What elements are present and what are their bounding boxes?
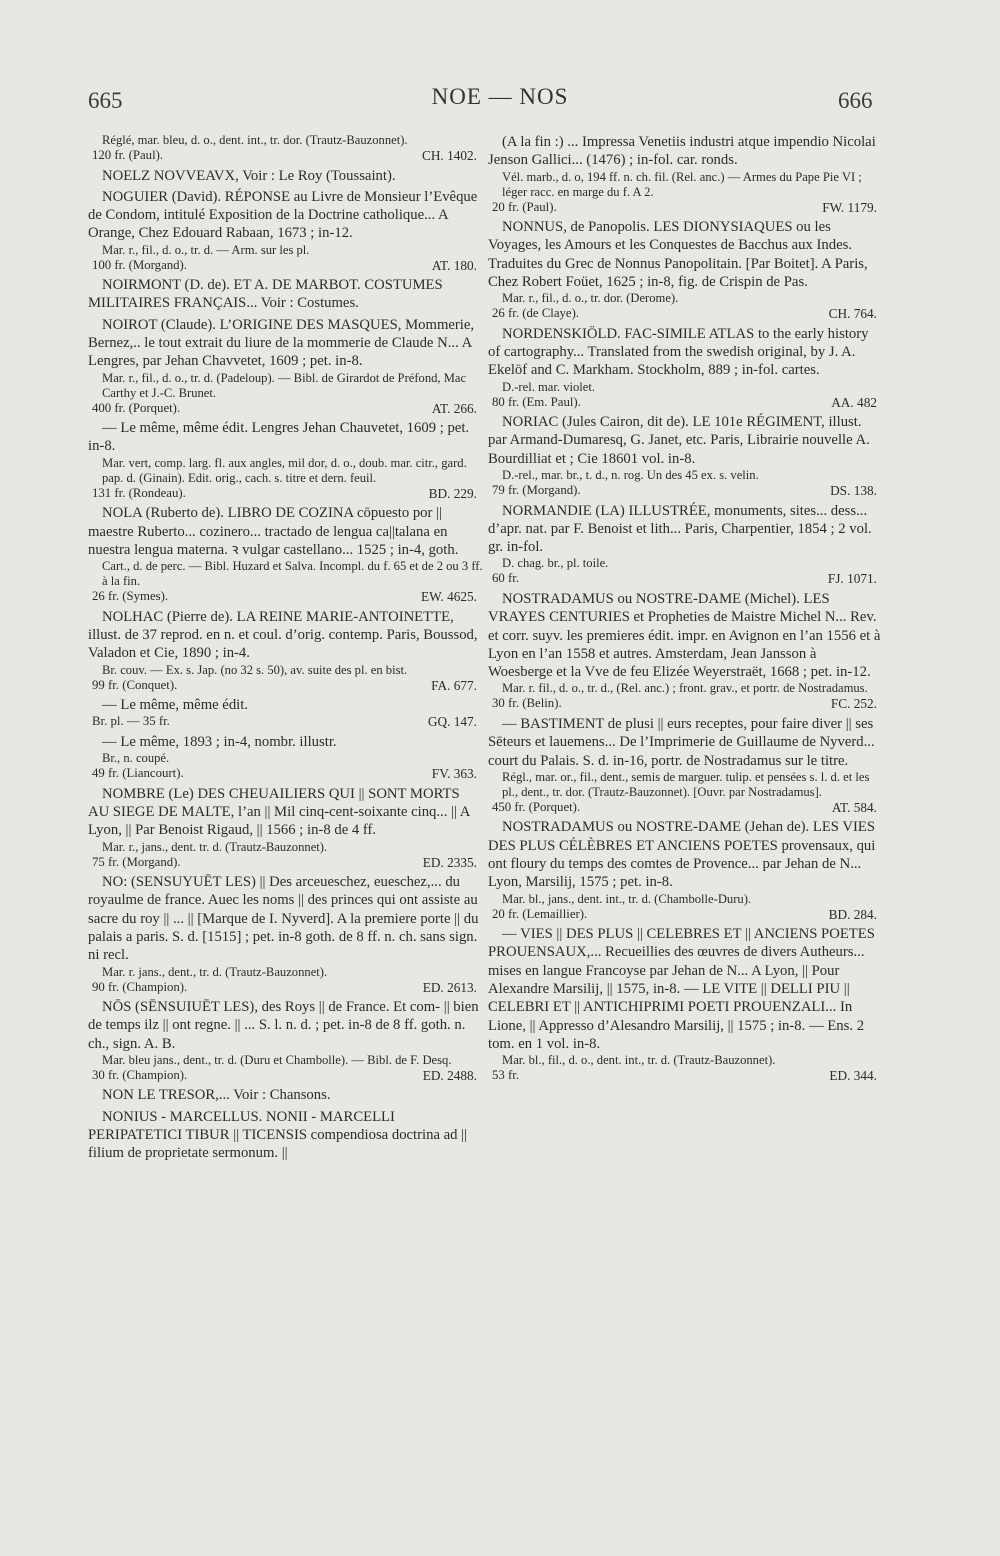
entry-ref: BD. 229. xyxy=(428,485,477,501)
entry-details: D.-rel., mar. br., t. d., n. rog. Un des 45 ex. s. velin. xyxy=(502,468,759,483)
entry-text: NOMBRE (Le) DES CHEUAILIERS QUI || SONT MORTS AU SIEGE DE MALTE, l’an || Mil cinq-cent-soixante cinq... || A Lyon, || Par Benoist Rigaud, || 1566 ; in-8 de 4 ff. xyxy=(88,785,470,839)
entry-details: Régl., mar. or., fil., dent., semis de marguer. tulip. et pensées s. l. d. et les pl., dent., tr. dor. (Trautz-Bauzonnet). [Ouvr. par Nostradamus]. xyxy=(502,769,870,799)
entry-text: NORIAC (Jules Cairon, dit de). LE 101e RÉGIMENT, illust. par Armand-Dumaresq, G. Janet, etc. Paris, Librairie nouvelle A. Bourdilliat et ; Cie 18601 vol. in-8. xyxy=(488,414,870,467)
catalog-entry xyxy=(88,133,483,164)
entry-price: 75 fr. (Morgand). xyxy=(92,854,181,869)
entry-details: Mar. bleu jans., dent., tr. d. (Duru et Chambolle). — Bibl. de F. Desq. xyxy=(102,1052,452,1067)
entry-details: Vél. marb., d. o, 194 ff. n. ch. fil. (Rel. anc.) — Armes du Pape Pie VI ; léger racc. en marge du f. A 2. xyxy=(502,169,862,199)
price-row xyxy=(88,855,483,871)
entry-text: NOSTRADAMUS ou NOSTRE-DAME (Michel). LES VRAYES CENTURIES et Propheties de Maistre Michel N... Rev. et corr. suyv. les premieres édit. impr. en Avignon en l’an 1556 et à Lyon en l’an 1558 et autres. Amsterdam, Jean Jansson à Woesberge et la Vve de feu Elizée Weyerstraët, 1668 ; pet. in-12. xyxy=(488,590,881,681)
price-row xyxy=(488,571,883,587)
catalog-entry xyxy=(88,188,483,273)
entry-price: 131 fr. (Rondeau). xyxy=(92,485,186,500)
entry-ref: GQ. 147. xyxy=(427,714,477,730)
entry-details: Cart., d. de perc. — Bibl. Huzard et Salva. Incompl. du f. 65 et de 2 ou 3 ff. à la fin. xyxy=(102,559,483,589)
entry-ref: AT. 180. xyxy=(431,257,477,273)
left-column xyxy=(88,133,483,1166)
entry-text: NOIROT (Claude). L’ORIGINE DES MASQUES, Mommerie, Bernez,.. le tout extrait du liure de la mommerie de Claude N... A Lengres, par Jehan Chavvetet, 1609 ; pet. in-8. xyxy=(88,316,475,370)
entry-text: (A la fin :) ... Impressa Venetiis industri atque impendio Nicolai Jenson Gallici... (1476) ; in-fol. car. ronds. xyxy=(488,134,876,169)
page-number-right: 666 xyxy=(838,88,873,113)
entry-ref: FW. 1179. xyxy=(822,199,877,215)
price-row xyxy=(88,714,483,730)
price-row xyxy=(488,1068,883,1084)
entry-ref: AT. 266. xyxy=(431,400,477,416)
entry-text: NOGUIER (David). RÉPONSE au Livre de Monsieur l’Evêque de Condom, intitulé Exposition de la Doctrine catholique... A Orange, Chez Edouard Rabaan, 1673 ; in-12. xyxy=(88,188,478,242)
price-row xyxy=(488,696,883,712)
entry-price: 450 fr. (Porquet). xyxy=(492,799,581,814)
entry-text: — VIES || DES PLUS || CELEBRES ET || ANCIENS POETES PROUENSAUX,... Recueillies des œuvres de divers Autheurs... mises en langue Francoyse par Jehan de N... A Lyon, || Pour Alexandre Marsilij, || 1575, in-8. — LE VITE || DELLI PIU || CELEBRI ET || ANTICHIPRIMI POETI PROUENZALI... In Lione, || Appresso d’Alesandro Marsilij, || 1575 ; in-8. — Ens. 2 tom. en 1 vol. in-8. xyxy=(488,926,875,1052)
entry-ref: FA. 677. xyxy=(431,677,477,693)
entry-price: 400 fr. (Porquet). xyxy=(92,400,181,415)
price-row xyxy=(488,395,883,411)
entry-price: 79 fr. (Morgand). xyxy=(492,483,581,498)
entry-details: Mar. r. jans., dent., tr. d. (Trautz-Bauzonnet). xyxy=(102,964,328,979)
catalog-entry xyxy=(88,1086,483,1104)
price-row xyxy=(88,678,483,694)
catalog-entry xyxy=(88,276,483,313)
entry-details: Mar. vert, comp. larg. fl. aux angles, mil dor, d. o., doub. mar. citr., gard. pap. d. (Ginain). Edit. orig., cach. s. titre et dern. feuil. xyxy=(102,455,467,485)
entry-price: 60 fr. xyxy=(492,571,520,586)
entry-text: NO: (SENSUYUĒT LES) || Des arceueschez, eueschez,... du royaulme de france. Auec les noms || des princes qui ont assiste au sacre du roy || ... || [Marque de I. Nyverd]. A la premiere porte || du palais a paris. S. d. [1515] ; pet. in-8 goth. de 8 ff. n. ch. sans sign. ni recl. xyxy=(88,874,479,964)
price-row xyxy=(88,980,483,996)
entry-ref: ED. 2613. xyxy=(422,979,477,995)
entry-price: 26 fr. (de Claye). xyxy=(492,306,580,321)
entry-text: NORDENSKIÖLD. FAC-SIMILE ATLAS to the early history of cartography... Translated from the swedish original, by J. A. Ekelöf and C. Markham. Stockholm, 889 ; in-fol. cartes. xyxy=(488,325,869,379)
entry-price: 26 fr. (Symes). xyxy=(92,589,169,604)
entry-text: — BASTIMENT de plusi || eurs receptes, pour faire diver || ses Sēteurs et lauemens... De l’Imprimerie de Guillaume de Nyverd... court du Palais. S. d. in-16, portr. de Nostradamus sur le titre. xyxy=(488,715,875,769)
price-row xyxy=(88,486,483,502)
entry-details: D. chag. br., pl. toile. xyxy=(502,556,609,571)
price-row xyxy=(488,800,883,816)
entry-text: NOSTRADAMUS ou NOSTRE-DAME (Jehan de). LES VIES DES PLUS CÉLÈBRES ET ANCIENS POETES provensaux, qui ont floury du temps des comtes de Provence... par Jehan de N... Lyon, Marsilij, 1575 ; pet. in-8. xyxy=(488,819,876,891)
price-row xyxy=(488,200,883,216)
price-row xyxy=(88,401,483,417)
entry-ref: FV. 363. xyxy=(431,766,477,782)
entry-text: NONNUS, de Panopolis. LES DIONYSIAQUES ou les Voyages, les Amours et les Conquestes de Bacchus aux Indes. Traduites du Grec de Nonnus Panopolitain. [Par Boitet]. A Paris, Chez Robert Foüet, 1625 ; in-8, fig. de Crispin de Pas. xyxy=(488,219,868,290)
entry-text: — Le même, même édit. Lengres Jehan Chauvetet, 1609 ; pet. in-8. xyxy=(88,420,470,455)
entry-text: — Le même, même édit. xyxy=(102,697,249,714)
entry-price: 49 fr. (Liancourt). xyxy=(92,766,184,781)
entry-ref: CH. 1402. xyxy=(421,148,477,163)
entry-details: Mar. r., fil., d. o., tr. dor. (Derome). xyxy=(502,291,679,306)
catalog-entry xyxy=(488,925,883,1084)
entry-text: NOLA (Ruberto de). LIBRO DE COZINA cōpuesto por || maestre Ruberto... cozinero... tractado de lengua ca||talana en nuestra lengua materna. ꝛ vulgar castellano... 1525 ; in-4, goth. xyxy=(88,505,459,558)
entry-details: Mar. r., jans., dent. tr. d. (Trautz-Bauzonnet). xyxy=(102,839,328,854)
entry-text: NORMANDIE (LA) ILLUSTRÉE, monuments, sites... dess... d’apr. nat. par F. Benoist et lith... Paris, Charpentier, 1854 ; 2 vol. gr. in-fol. xyxy=(488,502,872,556)
entry-text: NON LE TRESOR,... Voir : Chansons. xyxy=(102,1087,331,1104)
price-row xyxy=(88,766,483,782)
entry-price: 99 fr. (Conquet). xyxy=(92,677,178,692)
price-row xyxy=(488,483,883,499)
entry-price: 53 fr. xyxy=(492,1068,520,1083)
entry-price: 80 fr. (Em. Paul). xyxy=(492,394,581,409)
entry-text: NOIRMONT (D. de). ET A. DE MARBOT. COSTUMES MILITAIRES FRANÇAIS... Voir : Costumes. xyxy=(88,277,443,312)
entry-price: 20 fr. (Lemaillier). xyxy=(492,906,588,921)
entry-ref: FC. 252. xyxy=(830,696,877,712)
entry-text: — Le même, 1893 ; in-4, nombr. illustr. xyxy=(102,733,337,750)
entry-ref: ED. 344. xyxy=(829,1068,877,1084)
entry-ref: FJ. 1071. xyxy=(827,571,877,587)
catalog-entry xyxy=(88,785,483,870)
price-row xyxy=(88,589,483,605)
entry-price: 120 fr. (Paul). xyxy=(92,148,164,162)
entry-details: Br., n. coupé. xyxy=(102,751,170,766)
price-row xyxy=(88,1068,483,1084)
catalog-entry xyxy=(88,504,483,604)
catalog-entry xyxy=(88,167,483,185)
entry-details: D.-rel. mar. violet. xyxy=(502,379,596,394)
catalog-entry xyxy=(488,590,883,712)
entry-ref: DS. 138. xyxy=(830,483,877,499)
catalog-entry xyxy=(488,502,883,587)
entry-details: Mar. r. fil., d. o., tr. d., (Rel. anc.) ; front. grav., et portr. de Nostradamus. xyxy=(502,681,868,696)
price-row xyxy=(488,306,883,322)
catalog-entry xyxy=(488,325,883,410)
catalog-entry xyxy=(88,733,483,782)
entry-ref: EW. 4625. xyxy=(420,589,477,605)
catalog-entry xyxy=(488,133,883,215)
entry-details: Réglé, mar. bleu, d. o., dent. int., tr. dor. (Trautz-Bauzonnet). xyxy=(102,133,408,147)
price-row xyxy=(488,907,883,923)
right-column xyxy=(488,133,883,1087)
entry-ref: AA. 482 xyxy=(831,394,877,410)
entry-price: 90 fr. (Champion). xyxy=(92,979,188,994)
price-row xyxy=(88,148,483,164)
entry-price: Br. pl. — 35 fr. xyxy=(92,714,170,729)
entry-details: Mar. bl., jans., dent. int., tr. d. (Chambolle-Duru). xyxy=(502,891,752,906)
catalog-entry xyxy=(88,316,483,416)
entry-price: 20 fr. (Paul). xyxy=(492,199,557,214)
catalog-entry xyxy=(488,818,883,922)
entry-text: NOLHAC (Pierre de). LA REINE MARIE-ANTOINETTE, illust. de 37 reprod. en n. et coul. d’orig. contemp. Paris, Boussod, Valadon et Cie, 1890 ; in-4. xyxy=(88,608,478,662)
catalog-entry xyxy=(88,998,483,1083)
entry-text: NONIUS - MARCELLUS. NONII - MARCELLI PERIPATETICI TIBUR || TICENSIS compendiosa doctrina ad || filium de proprietate sermonum. || xyxy=(88,1108,468,1162)
entry-text: NŌS (SĒNSUIUĒT LES), des Roys || de France. Et com- || bien de temps ilz || ont regne. || ... S. l. n. d. ; pet. in-8 de 8 ff. goth. n. ch., sign. A. B. xyxy=(88,999,479,1052)
catalog-entry xyxy=(88,419,483,501)
entry-details: Mar. r., fil., d. o., tr. d. (Padeloup). — Bibl. de Girardot de Préfond, Mac Carthy et J.-C. Brunet. xyxy=(102,370,467,400)
entry-price: 100 fr. (Morgand). xyxy=(92,257,188,272)
catalog-entry xyxy=(88,696,483,730)
entry-ref: CH. 764. xyxy=(828,306,877,322)
entry-details: Br. couv. — Ex. s. Jap. (no 32 s. 50), av. suite des pl. en bist. xyxy=(102,662,408,677)
entry-ref: ED. 2335. xyxy=(422,854,477,870)
entry-ref: BD. 284. xyxy=(828,906,877,922)
catalog-entry xyxy=(88,608,483,693)
catalog-entry xyxy=(488,413,883,498)
running-head: NOE — NOS xyxy=(431,84,569,109)
catalog-entry xyxy=(88,1108,483,1163)
entry-text: NOELZ NOVVEAVX, Voir : Le Roy (Toussaint). xyxy=(102,167,396,184)
price-row xyxy=(88,258,483,274)
entry-price: 30 fr. (Belin). xyxy=(492,696,562,711)
entry-price: 30 fr. (Champion). xyxy=(92,1067,188,1082)
entry-details: Mar. bl., fil., d. o., dent. int., tr. d. (Trautz-Bauzonnet). xyxy=(502,1053,776,1068)
entry-details: Mar. r., fil., d. o., tr. d. — Arm. sur les pl. xyxy=(102,242,310,257)
entry-ref: AT. 584. xyxy=(831,799,877,815)
catalog-entry xyxy=(88,873,483,995)
page-number-left: 665 xyxy=(88,88,123,113)
catalog-entry xyxy=(488,715,883,815)
catalog-entry xyxy=(488,218,883,322)
entry-ref: ED. 2488. xyxy=(422,1067,477,1083)
